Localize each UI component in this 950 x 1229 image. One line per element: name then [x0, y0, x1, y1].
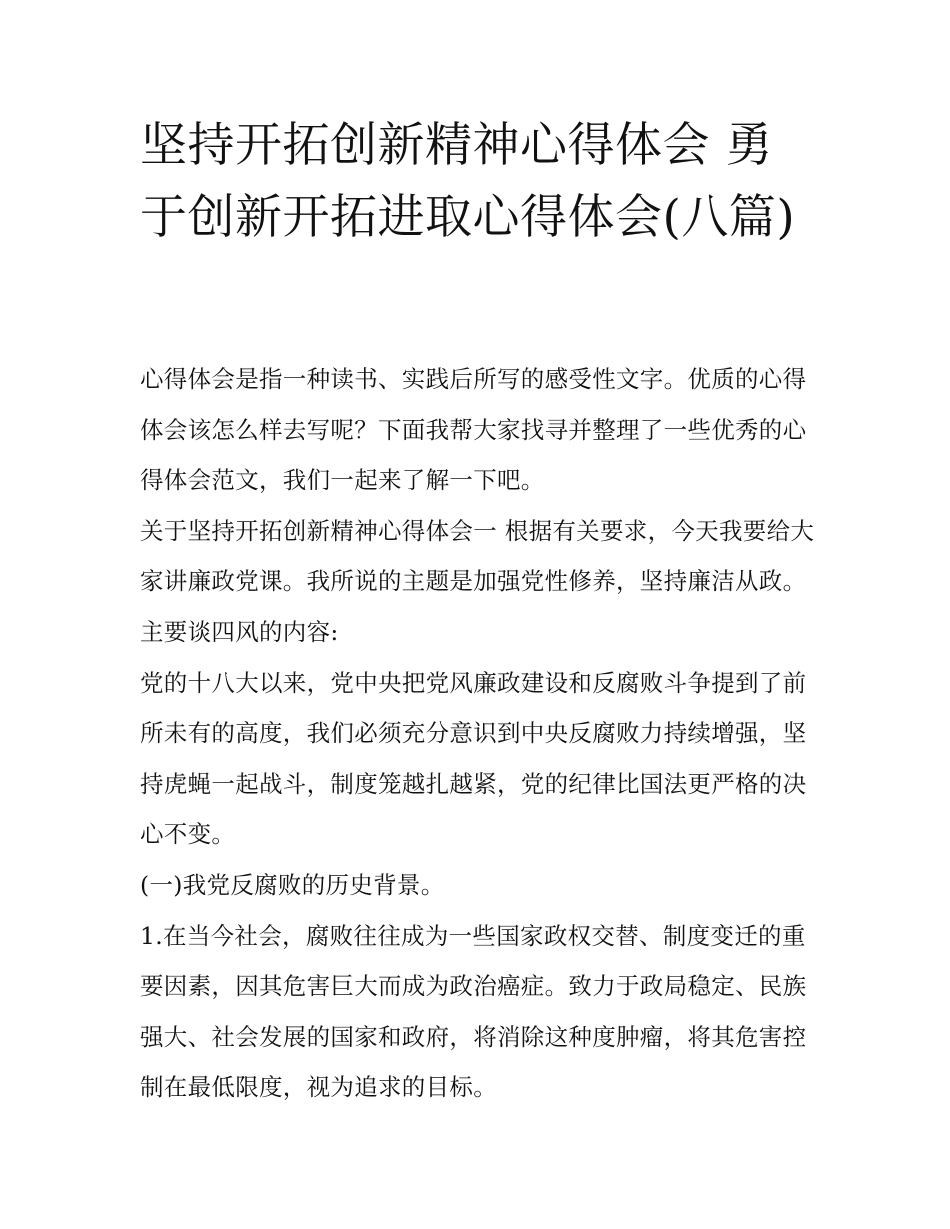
paragraph-heading-background: (一)我党反腐败的历史背景。 — [140, 870, 445, 899]
paragraph-party-congress: 党的十八大以来，党中央把党风廉政建设和反腐败斗争提到了前所未有的高度，我们必须充分意识到中央反腐败力持续增强，坚持虎蝇一起战斗，制度笼越扎越紧，党的纪律比国法更严格的决心不变。 — [140, 668, 807, 849]
paragraph-section-one: 关于坚持开拓创新精神心得体会一 根据有关要求，今天我要给大家讲廉政党课。我所说的主题是加强党性修养，坚持廉洁从政。主要谈四风的内容: — [140, 516, 815, 646]
document-body — [140, 354, 820, 1113]
paragraph-point-one: 1.在当今社会，腐败往往成为一些国家政权交替、制度变迁的重要因素，因其危害巨大而成为政治癌症。致力于政局稳定、民族强大、社会发展的国家和政府，将消除这种度肿瘤，将其危害控制在最低限度，视为追求的目标。 — [140, 921, 807, 1102]
paragraph-intro: 心得体会是指一种读书、实践后所写的感受性文字。优质的心得体会该怎么样去写呢？下面我帮大家找寻并整理了一些优秀的心得体会范文，我们一起来了解一下吧。 — [140, 365, 807, 495]
document-title: 坚持开拓创新精神心得体会 勇于创新开拓进取心得体会(八篇) — [140, 118, 796, 245]
